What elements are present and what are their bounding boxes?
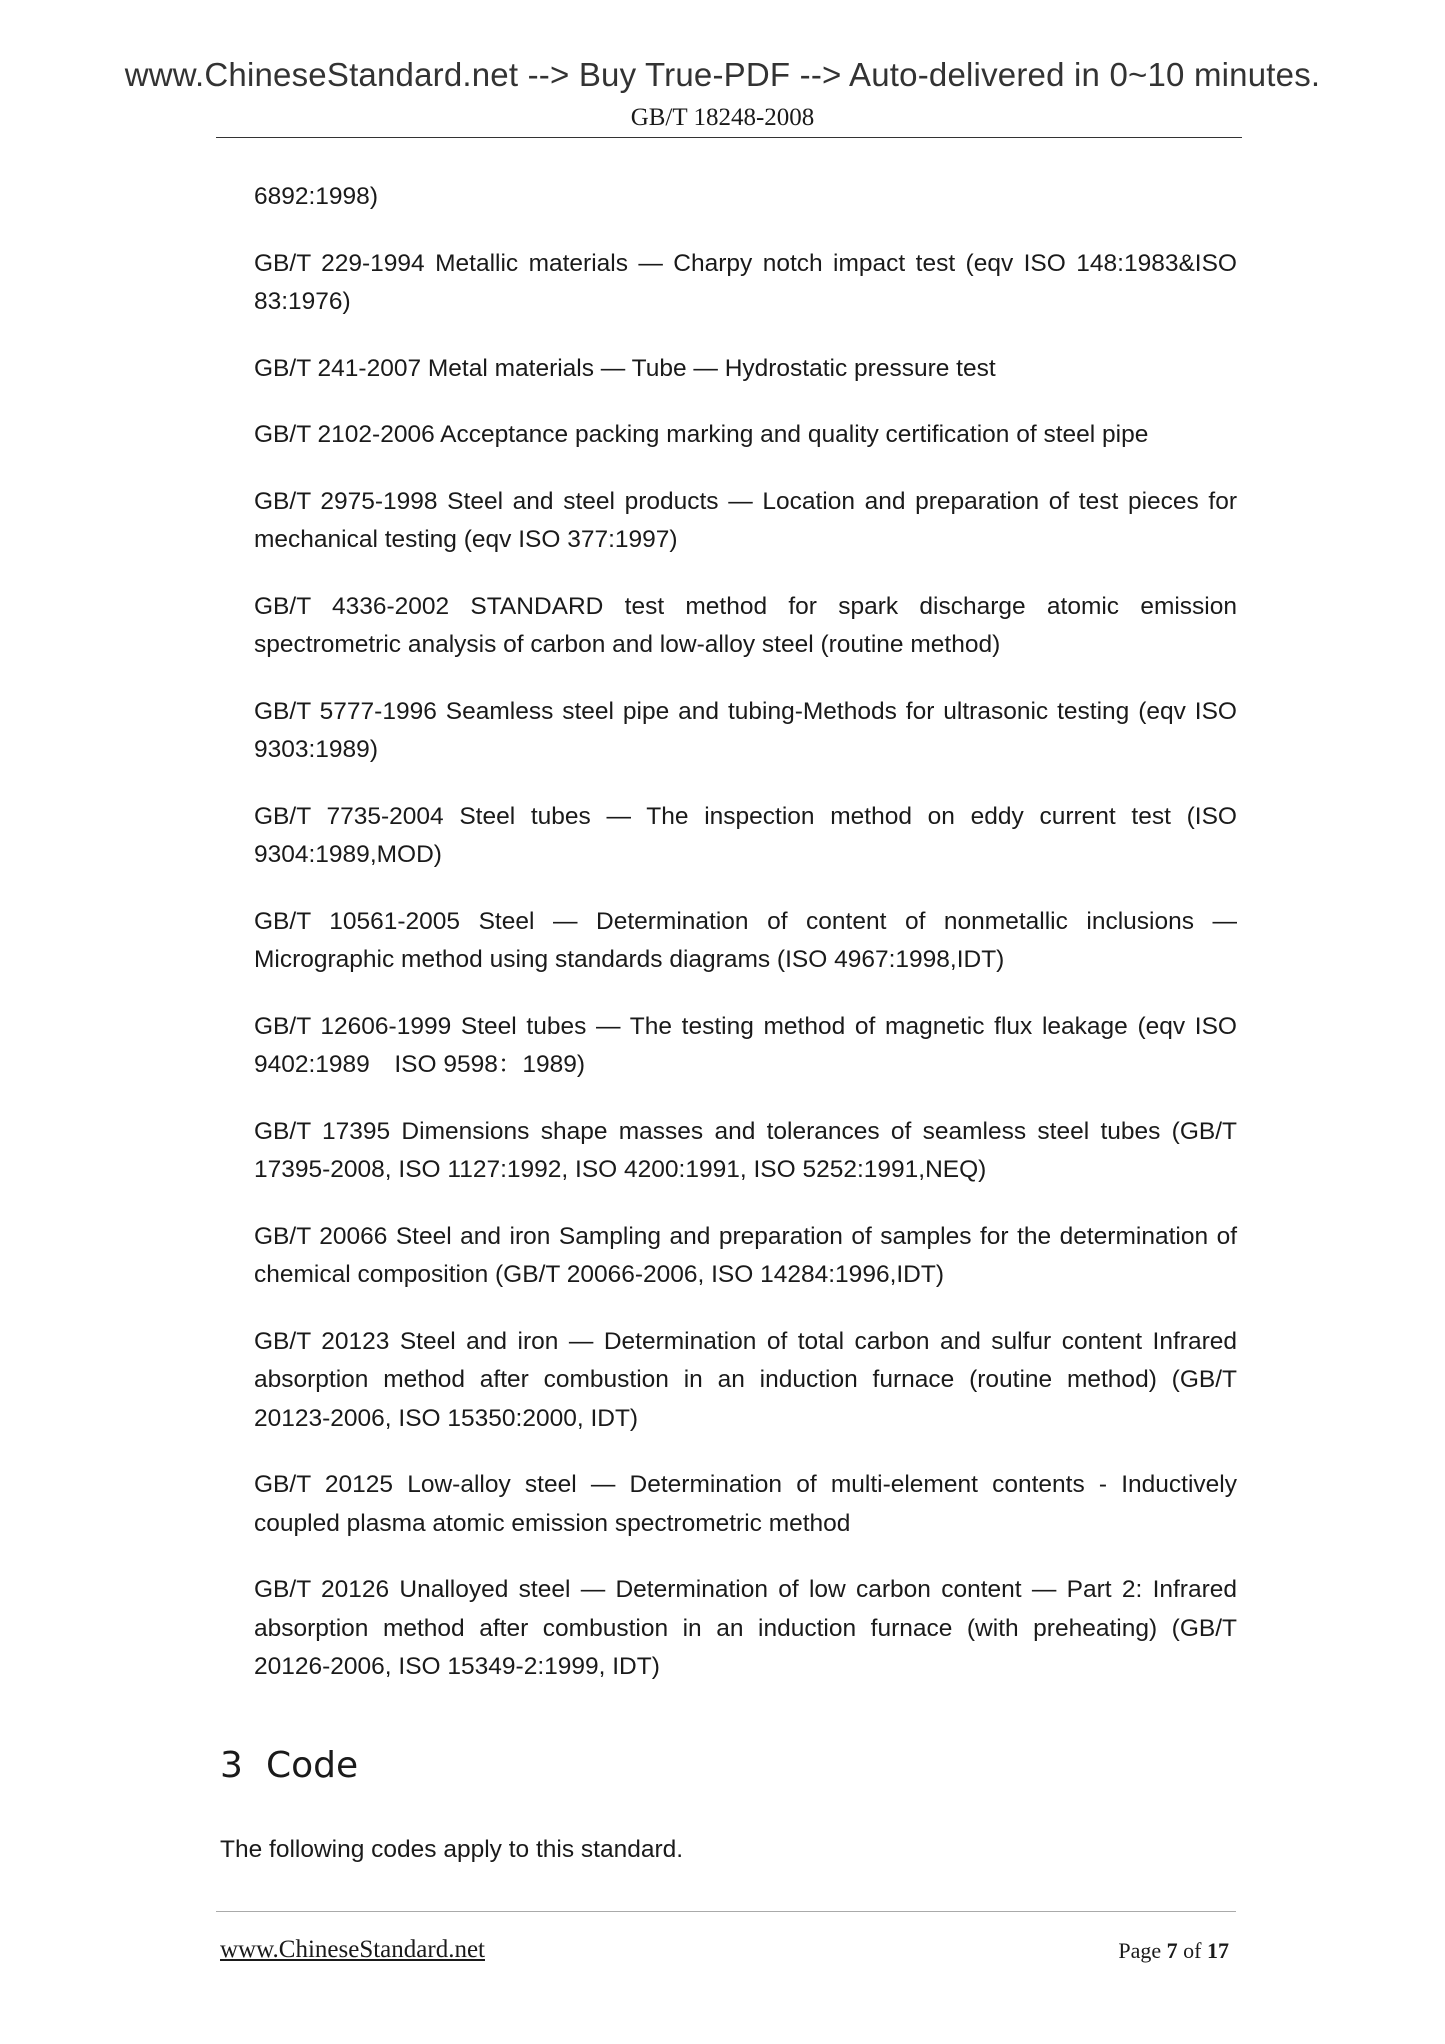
- reference-item: GB/T 241-2007 Metal materials — Tube — Hydrostatic pressure test: [254, 354, 996, 382]
- section-title: Code: [266, 1745, 359, 1786]
- reference-item: GB/T 4336-2002 STANDARD test method for spark discharge atomic emission spectrometric analysis of carbon and low-alloy steel (routine method): [254, 592, 1237, 658]
- section-number: 3: [220, 1745, 243, 1786]
- page-prefix: Page: [1118, 1938, 1162, 1963]
- normative-references-list: [254, 178, 1237, 1715]
- reference-item: GB/T 20126 Unalloyed steel — Determination of low carbon content — Part 2: Infrared absorption method after combustion in an induction furnace (with preheating) (GB/T 20126-2006, ISO 15349-2:1999, IDT): [254, 1576, 1237, 1680]
- reference-item: GB/T 17395 Dimensions shape masses and tolerances of seamless steel tubes (GB/T 17395-2008, ISO 1127:1992, ISO 4200:1991, ISO 5252:1991,NEQ): [254, 1117, 1237, 1183]
- footer-website-link[interactable]: www.ChineseStandard.net: [220, 1936, 485, 1963]
- header-divider: [216, 137, 1242, 138]
- reference-item: GB/T 229-1994 Metallic materials — Charpy notch impact test (eqv ISO 148:1983&ISO 83:1976): [254, 249, 1237, 315]
- page-total: 17: [1207, 1938, 1229, 1963]
- reference-item: 6892:1998): [254, 183, 378, 210]
- reference-item: GB/T 20125 Low-alloy steel — Determination of multi-element contents - Inductively coupled plasma atomic emission spectrometric method: [254, 1471, 1237, 1537]
- section-text: The following codes apply to this standard.: [220, 1836, 684, 1863]
- section-heading: [220, 1745, 358, 1786]
- page-number: [1118, 1938, 1229, 1964]
- page-of: of: [1183, 1938, 1202, 1963]
- reference-item: GB/T 10561-2005 Steel — Determination of content of nonmetallic inclusions — Micrographic method using standards diagrams (ISO 4967:1998,IDT): [254, 907, 1237, 973]
- reference-item: GB/T 2102-2006 Acceptance packing marking and quality certification of steel pipe: [254, 421, 1149, 448]
- reference-item: GB/T 12606-1999 Steel tubes — The testing method of magnetic flux leakage (eqv ISO 9402:1989 ISO 9598：1989): [254, 1012, 1237, 1078]
- page-current: 7: [1166, 1938, 1178, 1963]
- reference-item: GB/T 7735-2004 Steel tubes — The inspection method on eddy current test (ISO 9304:1989,MOD): [254, 802, 1237, 868]
- reference-item: GB/T 20123 Steel and iron — Determination of total carbon and sulfur content Infrared absorption method after combustion in an induction furnace (routine method) (GB/T 20123-2006, ISO 15350:2000, IDT): [254, 1327, 1237, 1432]
- header-banner: www.ChineseStandard.net --> Buy True-PDF --> Auto-delivered in 0~10 minutes.: [124, 56, 1321, 93]
- standard-number: GB/T 18248-2008: [630, 104, 815, 131]
- reference-item: GB/T 2975-1998 Steel and steel products — Location and preparation of test pieces for mechanical testing (eqv ISO 377:1997): [254, 487, 1237, 553]
- reference-item: GB/T 20066 Steel and iron Sampling and preparation of samples for the determination of chemical composition (GB/T 20066-2006, ISO 14284:1996,IDT): [254, 1222, 1237, 1288]
- reference-item: GB/T 5777-1996 Seamless steel pipe and tubing-Methods for ultrasonic testing (eqv ISO 9303:1989): [254, 697, 1237, 763]
- footer-divider: [216, 1911, 1236, 1912]
